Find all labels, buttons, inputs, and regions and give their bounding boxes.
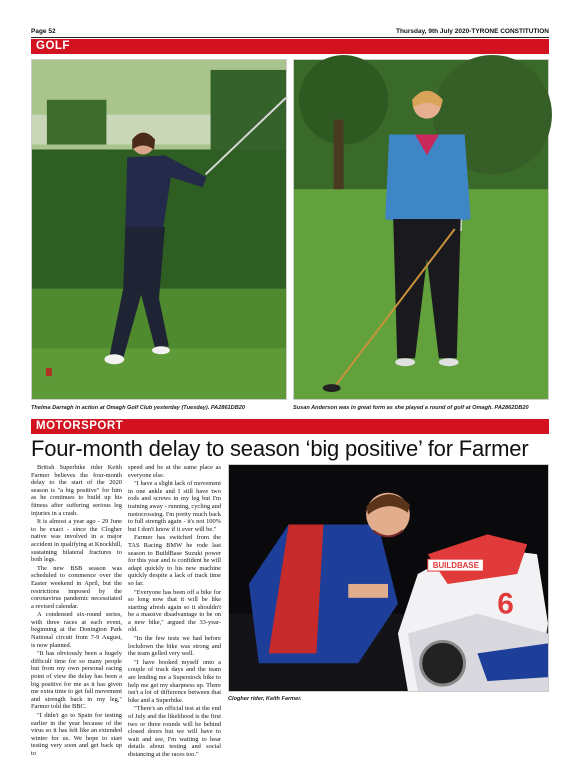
golf-photo-susan [293, 59, 549, 400]
motorsport-photo-farmer [228, 464, 549, 692]
caption-farmer: Clogher rider, Keith Farmer. [228, 696, 302, 702]
article-headline: Four-month delay to season ‘big positive’ for Farmer [31, 436, 529, 461]
golf-photo-thelma [31, 59, 287, 400]
paragraph: speed and be at the same place as everyone else. [128, 464, 221, 479]
paragraph: The new BSB season was scheduled to commence over the Easter weekend in April, but the restrictions imposed by the coronavirus pandemic necessitated a revised calendar. [31, 564, 122, 610]
motorsport-section-bar: MOTORSPORT [31, 419, 549, 434]
rider-bike-illustration [229, 465, 548, 691]
paragraph: "I didn't go to Spain for testing earlier in the year because of the virus so it has felt like an extended winter for us. We hope to start testing very soon and get back up to [31, 712, 122, 757]
paragraph: "It has obviously been a hugely difficult time for so many people but from my own personal racing point of view the delay has been a big positive for me as it has given me extra time to get full movement and strength back in my leg," Farmer told the BBC. [31, 650, 122, 711]
article-column-1 [31, 464, 122, 757]
caption-thelma: Thelma Darragh in action at Omagh Golf Club yesterday (Tuesday). PA2861DB20 [31, 405, 245, 411]
paragraph: It is almost a year ago - 29 June to be exact - since the Clogher native was involved in a major accident in qualifying at Knockhill, sustaining bilateral fractures to both legs. [31, 518, 122, 564]
caption-susan: Susan Anderson was in great form as she played a round of golf at Omagh. PA2862DB20 [293, 405, 529, 411]
paragraph: A condensed six-round series, with three races at each event, beginning at the Donington Park National circuit from 7-9 August, is now planned. [31, 611, 122, 649]
bike-sponsor-text: BUILDBASE [432, 561, 480, 571]
paragraph: "There's an official test at the end of July and the likelihood is the first two or three rounds will be behind closed doors but we will have to wait and see, I'm waiting to hear details about testing and social distancing at the races too." [128, 705, 221, 758]
golfer-swing-illustration [32, 60, 286, 399]
paragraph: "I have a slight lack of movement in one ankle and I still have two rods and screws in my leg but I'm training away - running, cycling and motocrossing. I'm pretty much back to full strength again - it's not 100% but I don't know if it ever will be." [128, 480, 221, 533]
paragraph: Farmer has switched from the TAS Racing BMW he rode last season to BuildBase Suzuki power for this year and is confident he will adapt quickly to his new machine quickly despite a lack of track time so far. [128, 534, 221, 587]
paragraph: British Superbike rider Keith Farmer believes the four-month delay to the start of the 2020 season is "a big positive" for him as he continues to build up his fitness after suffering serious leg injuries in a crash. [31, 464, 122, 517]
page-folio [31, 28, 549, 37]
page-number: Page 52 [31, 28, 56, 35]
paragraph: "I have booked myself onto a couple of track days and the team are lending me a Superstock bike to help me get my sharpness up. There isn't a lot of difference between that bike and a Superbike. [128, 658, 221, 704]
golfer-standing-illustration [294, 60, 548, 399]
bike-number-text: 6 [497, 587, 514, 621]
golf-section-bar: GOLF [31, 39, 549, 54]
dateline: Thursday, 9th July 2020-TYRONE CONSTITUTION [395, 28, 549, 35]
article-column-2 [128, 464, 221, 758]
paragraph: "Everyone has been off a bike for so long now that it will be like starting afresh again so it shouldn't be a massive disadvantage to be on a new bike," argued the 33-year-old. [128, 588, 221, 634]
header-rule [31, 37, 549, 38]
paragraph: "In the few tests we had before lockdown the bike was strong and the team gelled very well. [128, 635, 221, 658]
